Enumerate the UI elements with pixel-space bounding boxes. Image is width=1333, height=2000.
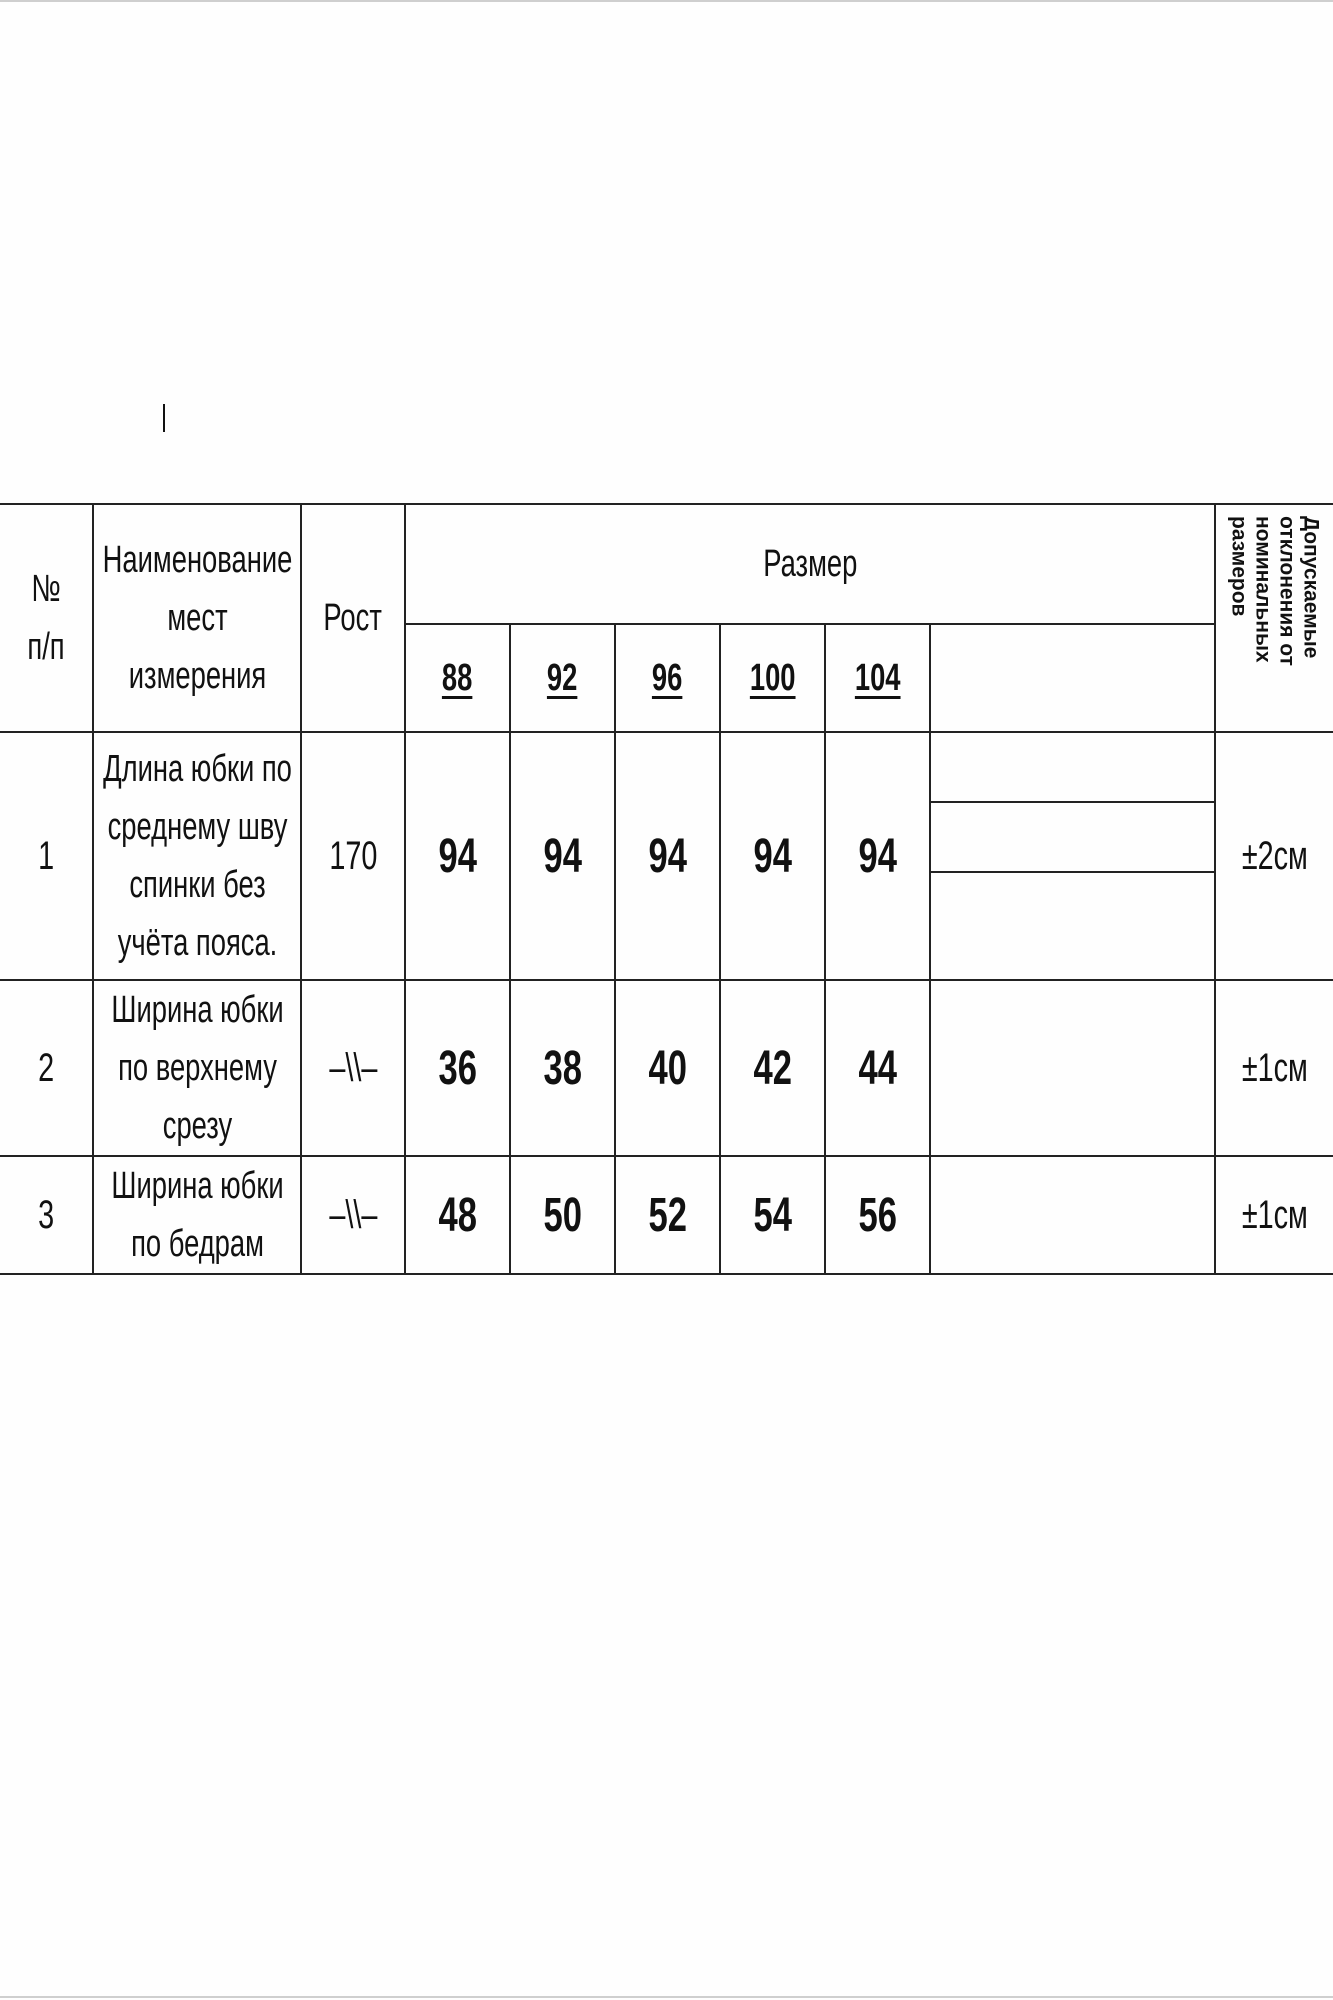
row-1-value-92: 94: [510, 732, 615, 980]
header-size-group: Размер: [405, 504, 1215, 624]
top-rule: [0, 0, 1333, 2]
row-3-value-96: 52: [615, 1156, 720, 1274]
row-1-value-100: 94: [720, 732, 825, 980]
row-1-value-88: 94: [405, 732, 510, 980]
row-2-value-100: 42: [720, 980, 825, 1156]
size-empty: [930, 624, 1215, 732]
size-104: 104: [825, 624, 930, 732]
row-1-num: 1: [0, 732, 93, 980]
row-2-value-96: 40: [615, 980, 720, 1156]
size-table-container: [0, 503, 1333, 1265]
row-2-value-104: 44: [825, 980, 930, 1156]
row-1-tolerance: ±2см: [1215, 732, 1333, 980]
row-1-extra-c: [930, 872, 1215, 980]
size-table: [0, 503, 1333, 1275]
row-3-name: Ширина юбки по бедрам: [93, 1156, 301, 1274]
row-2-value-88: 36: [405, 980, 510, 1156]
row-1-extra-b: [930, 802, 1215, 872]
header-tolerance: Допускаемые отклонения от номинальных размеров: [1215, 504, 1333, 732]
row-1-value-96: 94: [615, 732, 720, 980]
row-3-tolerance: ±1см: [1215, 1156, 1333, 1274]
row-1-height: 170: [301, 732, 405, 980]
header-num: № п/п: [0, 504, 93, 732]
size-96: 96: [615, 624, 720, 732]
header-name: Наименование мест измерения: [93, 504, 301, 732]
size-100: 100: [720, 624, 825, 732]
bottom-rule: [0, 1996, 1333, 1998]
row-2-extra: [930, 980, 1215, 1156]
row-3-extra: [930, 1156, 1215, 1274]
row-2-height: –\\–: [301, 980, 405, 1156]
header-height: Рост: [301, 504, 405, 732]
size-92: 92: [510, 624, 615, 732]
row-3-num: 3: [0, 1156, 93, 1274]
row-1-name: Длина юбки по среднему шву спинки без учёта пояса.: [93, 732, 301, 980]
row-3-value-100: 54: [720, 1156, 825, 1274]
row-3-height: –\\–: [301, 1156, 405, 1274]
row-2-num: 2: [0, 980, 93, 1156]
row-2-value-92: 38: [510, 980, 615, 1156]
row-2-name: Ширина юбки по верхнему срезу: [93, 980, 301, 1156]
row-3-value-104: 56: [825, 1156, 930, 1274]
text-cursor: [163, 404, 165, 432]
row-3-value-88: 48: [405, 1156, 510, 1274]
row-2-tolerance: ±1см: [1215, 980, 1333, 1156]
row-1-value-104: 94: [825, 732, 930, 980]
size-88: 88: [405, 624, 510, 732]
row-1-extra-a: [930, 732, 1215, 802]
row-3-value-92: 50: [510, 1156, 615, 1274]
